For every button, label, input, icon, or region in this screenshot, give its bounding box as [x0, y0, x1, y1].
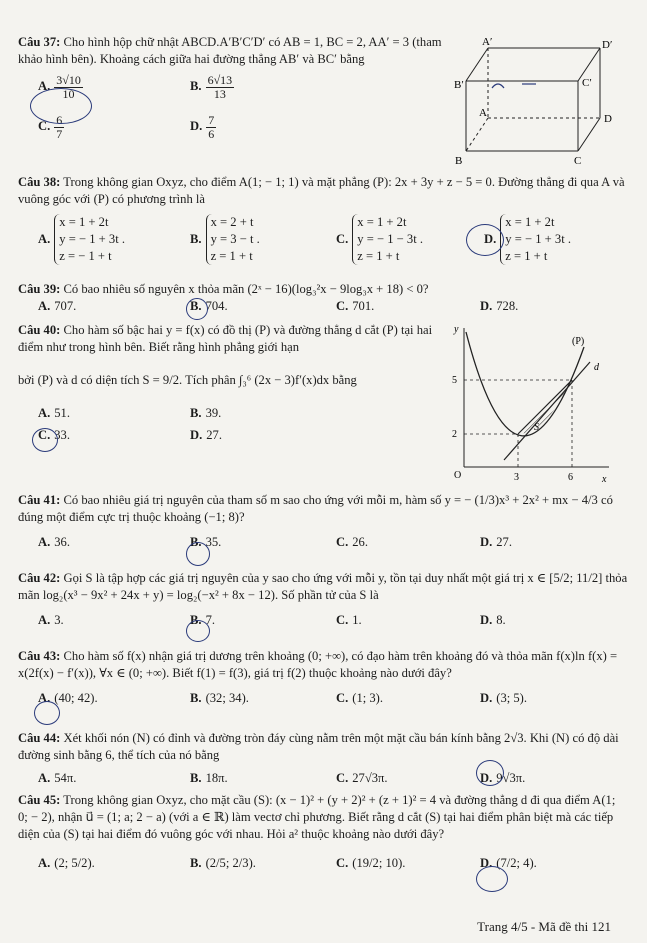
option-c[interactable]: C. x = 1 + 2t y = − 1 − 3t . z = 1 + t	[336, 215, 423, 263]
question-39	[18, 281, 628, 320]
answer-circle-mark	[186, 620, 210, 642]
options-row	[18, 690, 628, 712]
option-d[interactable]: D. 27.	[190, 428, 222, 442]
options-row	[18, 612, 628, 634]
y-label: y	[454, 324, 459, 335]
y-tick-5: 5	[452, 375, 457, 386]
curve-label: (P)	[572, 336, 585, 347]
label-d: D	[604, 113, 612, 125]
option-b[interactable]: B. $\frac{6√13}{13}$	[190, 73, 233, 101]
option-a[interactable]: A. $\frac{3√10}{10}$	[38, 73, 81, 101]
label-a: A	[479, 107, 487, 119]
option-c[interactable]: C. 26.	[336, 535, 368, 549]
question-43	[18, 648, 628, 712]
question-text: Cho hàm số f(x) nhận giá trị dương trên khoảng (0; +∞), có đạo hàm trên khoảng đó và thỏa mãn f(x)ln f(x) = x(2f(x) − f′(x)), ∀x ∈ (0; +∞). Biết f(1) = f(3), giá trị f(2) thuộc khoảng nào dưới đây?	[18, 649, 618, 680]
answer-circle-mark	[186, 542, 210, 566]
line-d	[504, 362, 590, 460]
option-d[interactable]: D. 27.	[480, 535, 512, 549]
option-c[interactable]: C. 1.	[336, 613, 362, 627]
question-40	[18, 322, 448, 449]
answer-circle-mark	[476, 866, 508, 892]
option-d[interactable]: D. (7/2; 4).	[480, 856, 537, 870]
options-row	[18, 114, 448, 154]
option-b[interactable]: B. 18π.	[190, 771, 228, 785]
question-number: Câu 43:	[18, 649, 61, 663]
option-d[interactable]: D. 9√3π.	[480, 771, 526, 785]
options-row	[18, 405, 448, 427]
page-footer: Trang 4/5 - Mã đề thi 121	[477, 919, 611, 934]
option-a[interactable]: A. 36.	[38, 535, 70, 549]
question-44	[18, 730, 628, 792]
question-number: Câu 45:	[18, 793, 61, 807]
option-c[interactable]: C. 27√3π.	[336, 771, 388, 785]
question-text: Gọi S là tập hợp các giá trị nguyên của y sao cho ứng với mỗi y, tồn tại duy nhất một giá trị x ∈ [5/2; 11/2] thỏa mãn log₂(x³ − 9x² + 24x + y) = log₂(−x² + 8x − 12). Số phần tử của S là	[18, 571, 628, 602]
answer-circle-mark	[32, 428, 58, 452]
y-tick-2: 2	[452, 429, 457, 440]
option-d[interactable]: D. 8.	[480, 613, 506, 627]
question-42	[18, 570, 628, 634]
options-row	[18, 770, 628, 792]
option-c[interactable]: C. (19/2; 10).	[336, 856, 406, 870]
label-b: B	[455, 155, 463, 167]
question-text: Xét khối nón (N) có đỉnh và đường tròn đáy cùng nằm trên một mặt cầu bán kính bằng 2√3. Khi (N) có độ dài đường sinh bằng 6, thể tích của nó bằng	[18, 731, 619, 762]
question-text-2: bởi (P) và d có diện tích S = 9/2. Tích phân ∫₃⁶ (2x − 3)f′(x)dx bằng	[18, 373, 357, 387]
option-c[interactable]: C. 33.	[38, 428, 70, 442]
chord	[518, 380, 572, 434]
option-b[interactable]: B. (2/5; 2/3).	[190, 856, 256, 870]
question-38	[18, 174, 628, 276]
option-a[interactable]: A. (2; 5/2).	[38, 856, 95, 870]
option-a[interactable]: A. 54π.	[38, 771, 77, 785]
question-number: Câu 38:	[18, 175, 61, 189]
edge-a1b1	[466, 48, 488, 81]
pen-mark	[492, 84, 504, 88]
x-label: x	[602, 474, 607, 485]
option-a[interactable]: A. x = 1 + 2t y = − 1 + 3t . z = − 1 + t	[38, 215, 125, 263]
question-text: Có bao nhiêu giá trị nguyên của tham số m sao cho ứng với mỗi m, hàm số y = − (1/3)x³ + 2x² + mx − 4/3 có đúng một điểm cực trị thuộc khoảng (−1; 8)?	[18, 493, 613, 524]
question-number: Câu 41:	[18, 493, 61, 507]
question-number: Câu 37:	[18, 35, 61, 49]
options-row	[18, 534, 628, 556]
x-tick-3: 3	[514, 472, 519, 483]
question-41	[18, 492, 628, 556]
parabola-graph	[444, 322, 614, 488]
option-b[interactable]: B. 39.	[190, 406, 222, 420]
option-c[interactable]: C. $\frac{6}{7}$	[38, 113, 63, 141]
label-a1: A′	[482, 36, 493, 48]
option-b[interactable]: B. (32; 34).	[190, 691, 249, 705]
option-c[interactable]: C. (1; 3).	[336, 691, 384, 705]
option-b[interactable]: B. 704.	[190, 299, 228, 313]
answer-circle-mark	[30, 88, 92, 124]
label-c1: C′	[582, 77, 592, 89]
options-row	[18, 427, 448, 449]
option-d[interactable]: D. 728.	[480, 299, 519, 313]
question-text: Câu 40: Cho hàm số bậc hai y = f(x) có đồ thị (P) và đường thẳng d cắt (P) tại hai điểm như trong hình bên. Biết rằng hình phẳng giới hạn	[18, 323, 433, 354]
label-c: C	[574, 155, 582, 167]
answer-circle-mark	[186, 298, 208, 320]
answer-circle-mark	[466, 224, 504, 256]
question-number: Câu 40:	[18, 323, 61, 337]
answer-circle-mark	[34, 701, 60, 725]
question-number: Câu 39:	[18, 282, 61, 296]
x-tick-6: 6	[568, 472, 573, 483]
option-b[interactable]: B. x = 2 + t y = 3 − t . z = 1 + t	[190, 215, 260, 263]
edge-ab	[466, 118, 488, 151]
option-d[interactable]: D. x = 1 + 2t y = − 1 + 3t . z = 1 + t	[484, 215, 571, 263]
option-d[interactable]: D. $\frac{7}{6}$	[190, 113, 215, 141]
edge-cd	[578, 118, 600, 151]
option-b[interactable]: B. 7.	[190, 613, 216, 627]
question-number: Câu 44:	[18, 731, 61, 745]
option-a[interactable]: A. 51.	[38, 406, 70, 420]
answer-circle-mark	[476, 760, 504, 786]
question-text: Có bao nhiêu số nguyên x thỏa mãn (2ˣ − 16)(log₃²x − 9log₃x + 18) < 0?	[63, 282, 429, 296]
options-row	[18, 298, 628, 320]
options-row	[18, 855, 628, 877]
label-d1: D′	[602, 39, 613, 51]
label-b1: B′	[454, 79, 464, 91]
option-a[interactable]: A. 707.	[38, 299, 77, 313]
origin-label: O	[454, 470, 462, 481]
question-text: Trong không gian Oxyz, cho mặt cầu (S): (x − 1)² + (y + 2)² + (z + 1)² = 4 và đường thẳng d đi qua điểm A(1; 0; − 2), nhận u⃗ = (1; a; 2 − a) (với a ∈ ℝ) làm vectơ chỉ phương. Biết rằng d cắt (S) tại hai điểm phân biệt mà các tiếp diện của (S) tại hai điểm đó vuông góc với nhau. Hỏi a² thuộc khoảng nào dưới đây?	[18, 793, 616, 841]
option-a[interactable]: A. (40; 42).	[38, 691, 98, 705]
question-text: Trong không gian Oxyz, cho điểm A(1; − 1; 1) và mặt phẳng (P): 2x + 3y + z − 5 = 0. Đường thẳng đi qua A và vuông góc với (P) có phương trình là	[18, 175, 625, 206]
question-text: Cho hình hộp chữ nhật ABCD.A′B′C′D′ có AB = 1, BC = 2, AA′ = 3 (tham khảo hình bên). Khoảng cách giữa hai đường thẳng AB′ và BC′ bằng	[18, 35, 442, 66]
question-number: Câu 42:	[18, 571, 61, 585]
question-45	[18, 792, 628, 877]
area-label: S	[534, 422, 539, 433]
options-row	[18, 214, 628, 276]
option-b[interactable]: B. 35.	[190, 535, 222, 549]
option-a[interactable]: A. 3.	[38, 613, 64, 627]
cuboid-figure	[452, 36, 632, 171]
option-c[interactable]: C. 701.	[336, 299, 375, 313]
parabola-curve	[466, 332, 584, 436]
option-d[interactable]: D. (3; 5).	[480, 691, 528, 705]
line-label: d	[594, 362, 599, 373]
